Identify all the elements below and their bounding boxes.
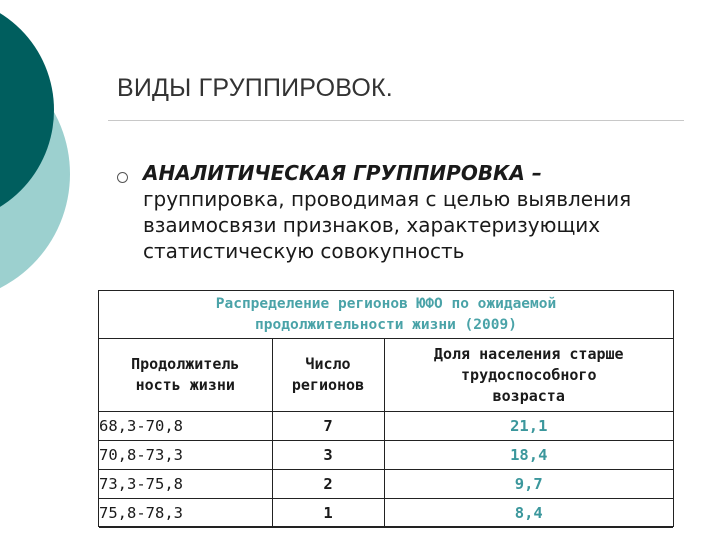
header-line: ность жизни xyxy=(135,376,235,394)
cell-range: 73,3-75,8 xyxy=(99,470,272,499)
bullet-text xyxy=(143,160,673,264)
slide-title: ВИДЫ ГРУППИРОВОК. xyxy=(117,74,393,102)
header-line: Число xyxy=(305,355,351,373)
table-grid xyxy=(99,339,673,528)
table-row xyxy=(99,412,673,441)
cell-range: 70,8-73,3 xyxy=(99,441,272,470)
table-row xyxy=(99,470,673,499)
header-region-count xyxy=(272,339,384,412)
decorative-circles xyxy=(0,0,90,300)
table-row xyxy=(99,441,673,470)
header-life-expectancy xyxy=(99,339,272,412)
header-line: Доля населения старше xyxy=(433,344,624,363)
header-line: Продолжитель xyxy=(131,355,240,373)
cell-share: 9,7 xyxy=(384,470,673,499)
header-line: возраста xyxy=(492,386,565,405)
cell-share: 18,4 xyxy=(384,441,673,470)
cell-count: 2 xyxy=(272,470,384,499)
cell-share: 21,1 xyxy=(384,412,673,441)
cell-count: 1 xyxy=(272,499,384,528)
header-line: регионов xyxy=(291,376,365,394)
cell-range: 75,8-78,3 xyxy=(99,499,272,528)
header-elderly-share xyxy=(384,339,673,412)
header-line: трудоспособного xyxy=(461,365,597,384)
cell-share: 8,4 xyxy=(384,499,673,528)
cell-count: 7 xyxy=(272,412,384,441)
term-name: АНАЛИТИЧЕСКАЯ ГРУППИРОВКА – xyxy=(143,161,542,185)
table-caption xyxy=(99,291,673,339)
caption-line-2: продолжительности жизни (2009) xyxy=(255,316,517,333)
caption-line-1: Распределение регионов ЮФО по ожидаемой xyxy=(215,295,557,312)
header-row xyxy=(99,339,673,412)
bullet-circle-icon xyxy=(117,172,128,183)
cell-range: 68,3-70,8 xyxy=(99,412,272,441)
data-table xyxy=(98,290,674,527)
title-divider xyxy=(108,120,684,121)
table-row xyxy=(99,499,673,528)
cell-count: 3 xyxy=(272,441,384,470)
term-definition: группировка, проводимая с целью выявления взаимосвязи признаков, характеризующих статистическую совокупность xyxy=(143,187,632,263)
